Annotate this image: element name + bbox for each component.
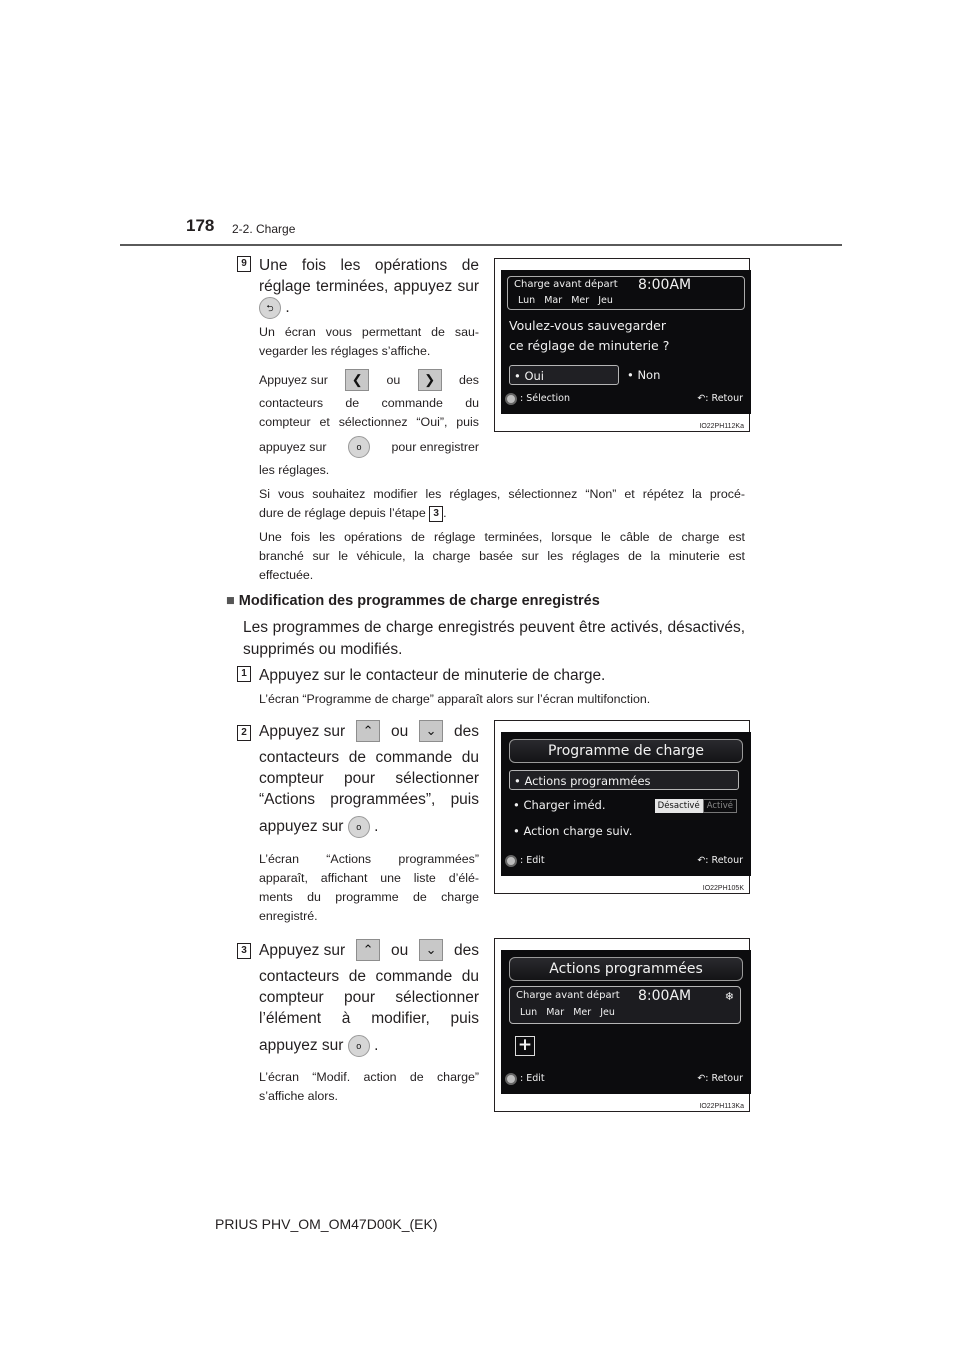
step1-note: L’écran “Programme de charge” apparaît alors sur l’écran multifonction.: [259, 692, 651, 706]
text-appuyez-sur-2: appuyez sur: [259, 1037, 344, 1055]
question-line1: Voulez-vous sauvegarder: [509, 318, 666, 333]
select-hint: : Sélection: [520, 393, 571, 404]
step9-line1: Une fois les opérations de: [259, 257, 479, 274]
step9-note2-row4: [259, 436, 479, 458]
bullet-icon: ■: [226, 593, 235, 609]
step2-note2: apparaît, affichant une liste d’élé-: [259, 871, 479, 885]
knob-icon: [505, 855, 517, 867]
step2-row1: [259, 720, 479, 742]
toggle-off: Désactivé: [655, 799, 703, 813]
step1-text: Appuyez sur le contacteur de minuterie de charge.: [259, 667, 606, 684]
subsection-heading: [226, 593, 600, 609]
ok-button-icon: o: [348, 1035, 370, 1057]
plus-icon[interactable]: +: [515, 1036, 535, 1056]
step9-line3-suffix: .: [285, 299, 290, 317]
figure-actions-screen: [494, 938, 750, 1112]
intro-line1: Les programmes de charge enregistrés peuvent être activés, désactivés,: [243, 619, 745, 636]
step3-row1: [259, 939, 479, 961]
back-arrow-icon: ↶: [697, 1073, 706, 1084]
chevron-up-icon: ⌃: [356, 939, 380, 961]
step9-note2-row1: [259, 369, 479, 391]
step3-line4: l’élément à modifier, puis: [259, 1010, 479, 1027]
schedule-days: Lun Mar Mer Jeu: [518, 295, 613, 306]
step9-note3-line2: [259, 504, 745, 523]
text-appuyez-sur-2: appuyez sur: [259, 818, 344, 836]
display-actions-screen: [501, 950, 751, 1094]
note3-text: dure de réglage depuis l’étape: [259, 506, 426, 520]
step9-note2-line2: contacteurs de commande du: [259, 396, 479, 410]
bottom-bar: [505, 389, 747, 409]
step2-note3: ments du programme de charge: [259, 890, 479, 904]
chevron-down-icon: ⌄: [419, 939, 443, 961]
step-ref-3: 3: [429, 506, 443, 522]
step3-note1: L’écran “Modif. action de charge”: [259, 1070, 479, 1084]
schedule-time: 8:00AM: [638, 277, 692, 293]
chevron-right-icon: ❯: [418, 369, 442, 391]
text-des: des: [453, 722, 479, 740]
step-number-2: 2: [237, 725, 251, 741]
section-title: 2-2. Charge: [232, 222, 296, 236]
line5-end: .: [374, 1037, 379, 1055]
line5-end: .: [374, 818, 379, 836]
text-appuyez-sur: Appuyez sur: [259, 722, 346, 740]
back-hint: ↶: Retour: [697, 1073, 743, 1084]
page-number: 178: [186, 216, 215, 235]
ok-button-icon: o: [348, 436, 370, 458]
step9-note1-line2: vegarder les réglages s’affiche.: [259, 344, 431, 358]
chevron-up-icon: ⌃: [356, 720, 380, 742]
text-ou: ou: [386, 372, 401, 387]
text-des: des: [453, 941, 479, 959]
step2-note4: enregistré.: [259, 909, 318, 923]
step9-line3: [259, 297, 479, 319]
step2-line4: “Actions programmées”, puis: [259, 791, 479, 808]
schedule-label: Charge avant départ: [514, 279, 618, 290]
note3-end: .: [443, 506, 447, 520]
step9-note1-line1: Un écran vous permettant de sau-: [259, 325, 479, 339]
figure-caption: IO22PH112Ka: [699, 423, 744, 430]
text-appuyez-sur: Appuyez sur: [259, 372, 328, 387]
step9-note2-line5: les réglages.: [259, 463, 330, 477]
header-rule: [120, 244, 842, 246]
chevron-left-icon: ❮: [345, 369, 369, 391]
fan-icon: ❄: [724, 990, 734, 1003]
step-number-1: 1: [237, 666, 251, 682]
schedule-days: Lun Mar Mer Jeu: [520, 1007, 615, 1018]
bottom-bar: [505, 851, 747, 871]
edit-hint: : Edit: [520, 1073, 545, 1084]
display-program-screen: [501, 732, 751, 876]
step3-note2: s’affiche alors.: [259, 1089, 338, 1103]
schedule-summary-box: [507, 276, 745, 310]
back-hint: ↶: Retour: [697, 855, 743, 866]
option-yes[interactable]: • Oui: [509, 365, 619, 385]
step9-line2: réglage terminées, appuyez sur: [259, 278, 479, 295]
screen-title: Programme de charge: [509, 739, 743, 763]
step3-line2: contacteurs de commande du: [259, 968, 479, 985]
footer-document-id: PRIUS PHV_OM_OM47D00K_(EK): [215, 1216, 438, 1232]
toggle-on: Activé: [703, 799, 737, 813]
figure-program-screen: [494, 720, 750, 894]
ok-button-icon: o: [348, 816, 370, 838]
screen-title: Actions programmées: [509, 957, 743, 981]
back-arrow-icon: ↶: [697, 855, 706, 866]
edit-hint: : Edit: [520, 855, 545, 866]
step2-line2: contacteurs de commande du: [259, 749, 479, 766]
toggle-switch[interactable]: [655, 797, 737, 813]
schedule-item[interactable]: [509, 986, 741, 1024]
step9-note4-line1: Une fois les opérations de réglage terminées, lorsque le câble de charge est: [259, 530, 745, 544]
step-number-9: 9: [237, 256, 251, 272]
knob-icon: [505, 393, 517, 405]
text-ou: ou: [390, 941, 409, 959]
step9-note4-line2: branché sur le véhicule, la charge basée sur les réglages de la minuterie est: [259, 549, 745, 563]
text-des: des: [458, 372, 479, 387]
step2-note1: L’écran “Actions programmées”: [259, 852, 479, 866]
text-ou: ou: [390, 722, 409, 740]
intro-line2: supprimés ou modifiés.: [243, 641, 403, 658]
schedule-label: Charge avant départ: [516, 990, 620, 1001]
step9-note2-line3: compteur et sélectionnez “Oui”, puis: [259, 415, 479, 429]
figure-caption: IO22PH113Ka: [699, 1103, 744, 1110]
step3-line5: [259, 1035, 479, 1057]
question-line2: ce réglage de minuterie ?: [509, 338, 670, 353]
step3-line3: compteur pour sélectionner: [259, 989, 479, 1006]
figure-caption: IO22PH105K: [702, 885, 744, 892]
subsection-title: Modification des programmes de charge enregistrés: [238, 593, 600, 609]
step9-note4-line3: effectuée.: [259, 568, 314, 582]
schedule-time: 8:00AM: [638, 988, 692, 1004]
text-appuyez-sur-2: appuyez sur: [259, 439, 327, 454]
step2-line3: compteur pour sélectionner: [259, 770, 479, 787]
back-hint: ↶: Retour: [697, 393, 743, 404]
step9-note3-line1: Si vous souhaitez modifier les réglages, sélectionnez “Non” et répétez la procé-: [259, 487, 745, 501]
charger-immed-label: • Charger iméd.: [513, 798, 606, 812]
knob-icon: [505, 1073, 517, 1085]
bottom-bar: [505, 1069, 747, 1089]
text-appuyez-sur: Appuyez sur: [259, 941, 346, 959]
menu-action-charge-suiv[interactable]: • Action charge suiv.: [513, 824, 633, 838]
display-save-screen: [501, 270, 751, 414]
step2-line5: [259, 816, 479, 838]
chevron-down-icon: ⌄: [419, 720, 443, 742]
option-no[interactable]: • Non: [627, 368, 661, 382]
step-number-3: 3: [237, 943, 251, 959]
back-arrow-icon: ↶: [697, 393, 706, 404]
menu-charger-immed[interactable]: [509, 795, 739, 815]
figure-save-screen: [494, 258, 750, 432]
menu-actions-programmees[interactable]: • Actions programmées: [509, 770, 739, 790]
back-button-icon: ⮌: [259, 297, 281, 319]
text-pour-enregistrer: pour enregistrer: [391, 439, 479, 454]
